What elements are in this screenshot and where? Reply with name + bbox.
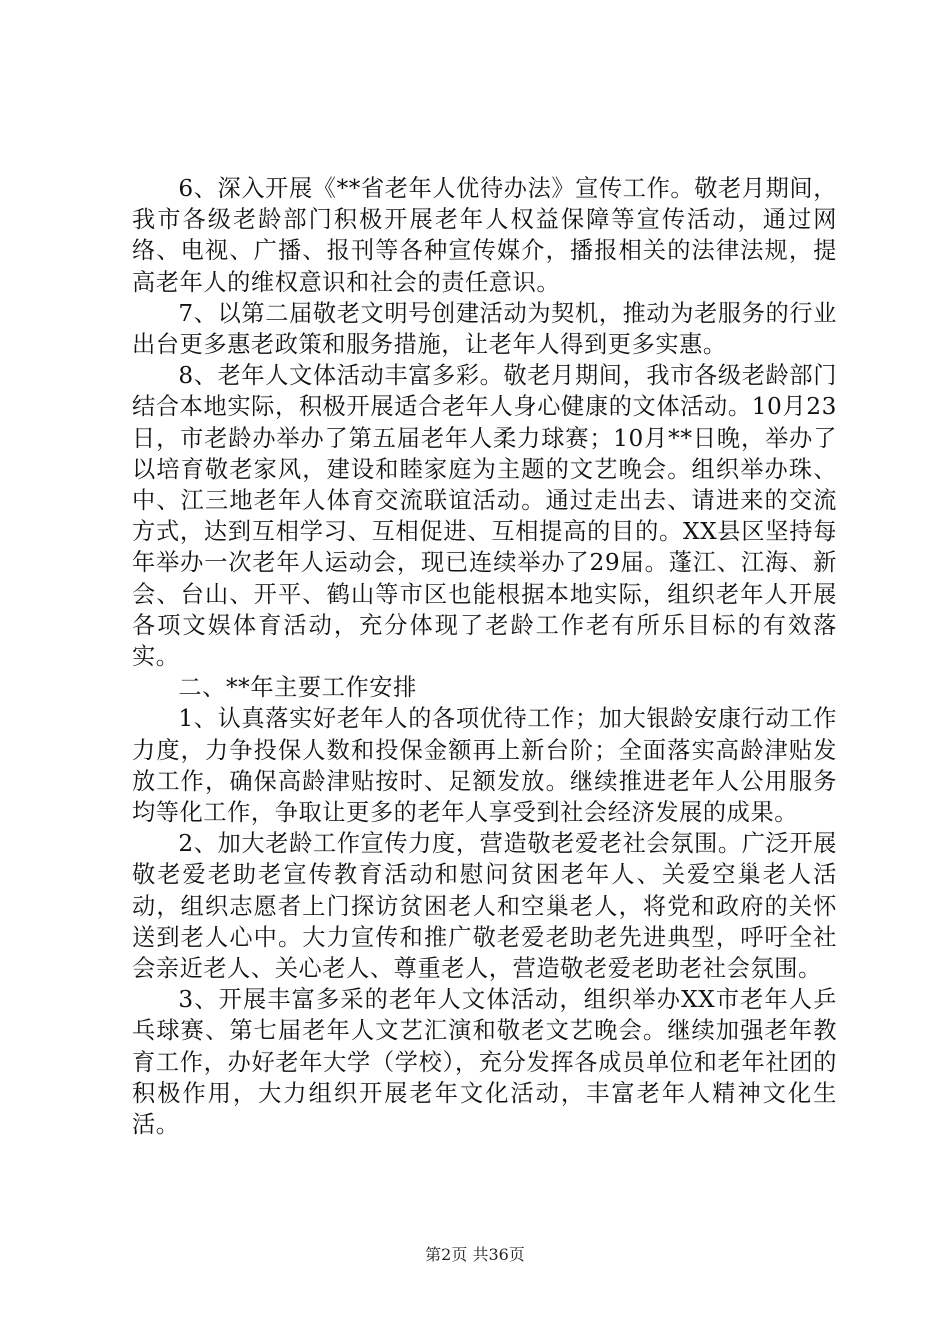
paragraph-8-cultural-activities: 8、老年人文体活动丰富多彩。敬老月期间，我市各级老龄部门结合本地实际，积极开展适合老年人身心健康的文体活动。10月23日，市老龄办举办了第五届老年人柔力球赛；10月**日晚，举办了以培育敬老家风，建设和睦家庭为主题的文艺晚会。组织举办珠、中、江三地老年人体育交流联谊活动。通过走出去、请进来的交流方式，达到互相学习、互相促进、互相提高的目的。XX县区坚持每年举办一次老年人运动会，现已连续举办了29届。蓬江、江海、新会、台山、开平、鹤山等市区也能根据本地实际，组织老年人开展各项文娱体育活动，充分体现了老龄工作老有所乐目标的有效落实。 [132, 362, 837, 671]
paragraph-7-civilized-unit: 7、以第二届敬老文明号创建活动为契机，推动为老服务的行业出台更多惠老政策和服务措施，让老年人得到更多实惠。 [132, 299, 837, 359]
paragraph-plan-2-publicity: 2、加大老龄工作宣传力度，营造敬老爱老社会氛围。广泛开展敬老爱老助老宣传教育活动和慰问贫困老年人、关爱空巢老人活动，组织志愿者上门探访贫困老人和空巢老人，将党和政府的关怀送到老人心中。大力宣传和推广敬老爱老助老先进典型，呼吁全社会亲近老人、关心老人、尊重老人，营造敬老爱老助老社会氛围。 [132, 830, 837, 983]
document-body [132, 173, 837, 1140]
paragraph-plan-1-benefits: 1、认真落实好老年人的各项优待工作；加大银龄安康行动工作力度，力争投保人数和投保金额再上新台阶；全面落实高龄津贴发放工作，确保高龄津贴按时、足额发放。继续推进老年人公用服务均等化工作，争取让更多的老年人享受到社会经济发展的成果。 [132, 705, 837, 827]
paragraph-6-publicity: 6、深入开展《**省老年人优待办法》宣传工作。敬老月期间，我市各级老龄部门积极开展老年人权益保障等宣传活动，通过网络、电视、广播、报刊等各种宣传媒介，播报相关的法律法规，提高老年人的维权意识和社会的责任意识。 [132, 175, 837, 296]
paragraph-plan-3-culture: 3、开展丰富多采的老年人文体活动，组织举办XX市老年人乒乓球赛、第七届老年人文艺汇演和敬老文艺晚会。继续加强老年教育工作，办好老年大学（学校），充分发挥各成员单位和老年社团的积极作用，大力组织开展老年文化活动，丰富老年人精神文化生活。 [132, 986, 837, 1139]
section-heading-work-plan: 二、**年主要工作安排 [178, 674, 417, 702]
page-footer: 第2页 共36页 [425, 1245, 525, 1264]
